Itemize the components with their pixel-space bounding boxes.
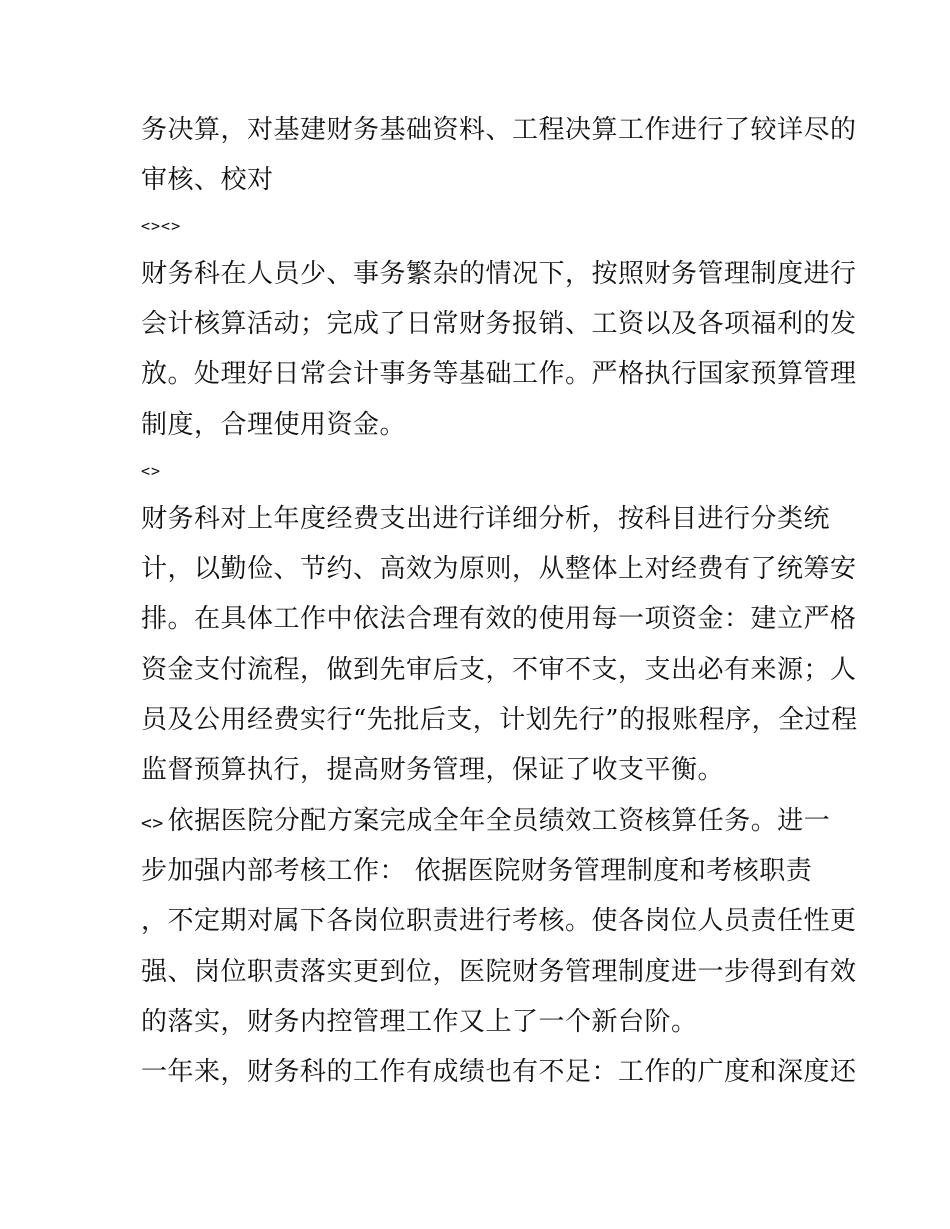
text-line: 财务科在人员少、事务繁杂的情况下，按照财务管理制度进行	[141, 259, 857, 289]
text-line: 一年来，财务科的工作有成绩也有不足：工作的广度和深度还	[141, 1057, 857, 1087]
text-line: 制度，合理使用资金。	[141, 410, 407, 440]
text-line: 强、岗位职责落实更到位，医院财务管理制度进一步得到有效	[141, 957, 857, 987]
text-line: 的落实，财务内控管理工作又上了一个新台阶。	[141, 1007, 698, 1037]
text-line: 计，以勤俭、节约、高效为原则，从整体上对经费有了统筹安	[141, 554, 857, 584]
text-line: 审核、校对	[141, 165, 274, 195]
text-line: 步加强内部考核工作： 依据医院财务管理制度和考核职责	[141, 856, 813, 886]
text-line: 员及公用经费实行“先批后支，计划先行”的报账程序，全过程	[141, 705, 858, 735]
text-line	[141, 806, 830, 839]
text-line: 放。处理好日常会计事务等基础工作。严格执行国家预算管理	[141, 359, 857, 389]
text-line: 资金支付流程，做到先审后支，不审不支，支出必有来源；人	[141, 655, 857, 685]
text-line: 会计核算活动；完成了日常财务报销、工资以及各项福利的发	[141, 309, 857, 339]
section-marker: <>	[141, 813, 164, 834]
text-line: 务决算，对基建财务基础资料、工程决算工作进行了较详尽的	[141, 115, 857, 145]
text-span: 依据医院分配方案完成全年全员绩效工资核算任务。进一	[167, 806, 831, 836]
text-line: 排。在具体工作中依法合理有效的使用每一项资金：建立严格	[141, 604, 857, 634]
section-marker: <>	[141, 462, 162, 480]
text-line: 财务科对上年度经费支出进行详细分析，按科目进行分类统	[141, 504, 831, 534]
text-line: 监督预算执行，提高财务管理，保证了收支平衡。	[141, 755, 725, 785]
section-marker: <><>	[141, 217, 182, 235]
text-line: ，不定期对属下各岗位职责进行考核。使各岗位人员责任性更	[141, 906, 857, 936]
